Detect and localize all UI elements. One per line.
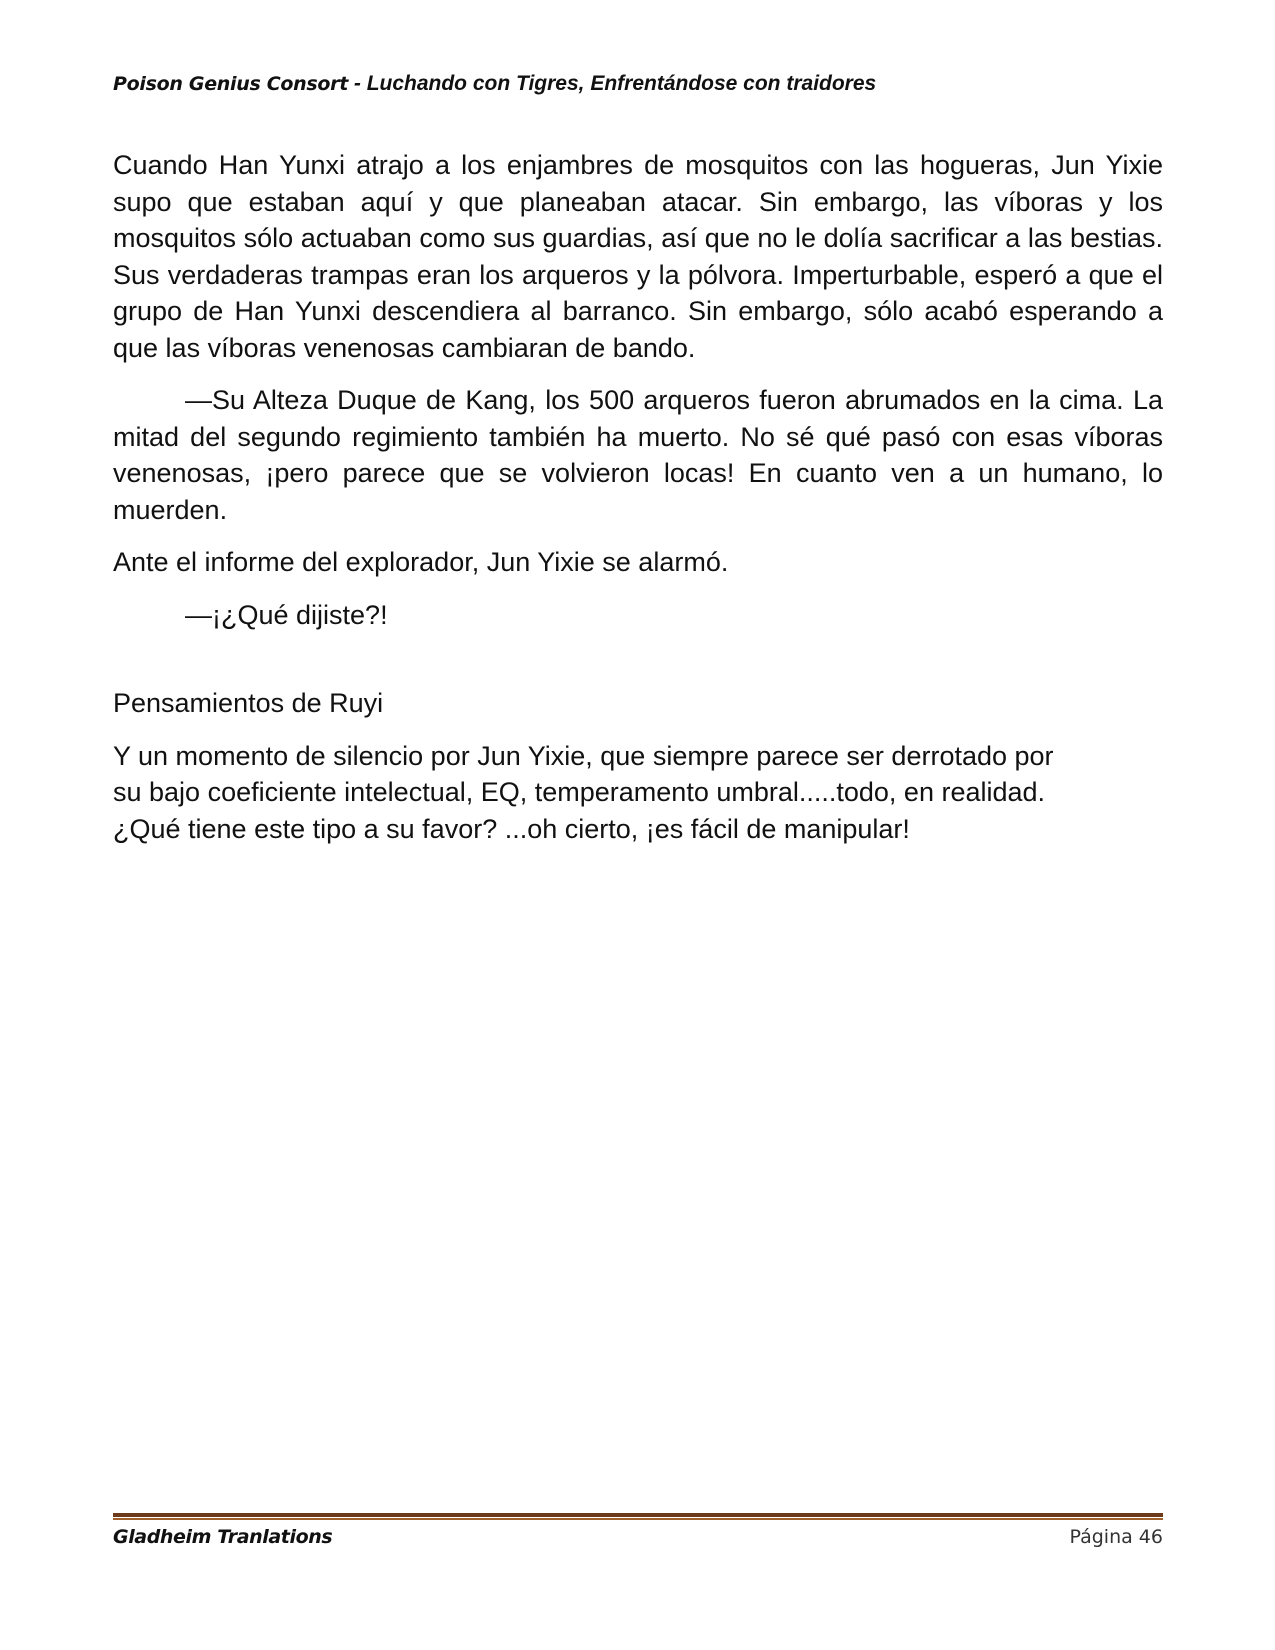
paragraph-reaction: Ante el informe del explorador, Jun Yixie se alarmó. (113, 547, 729, 577)
running-header (113, 72, 1163, 96)
page-body (113, 147, 1163, 863)
paragraph-dialogue-report: —Su Alteza Duque de Kang, los 500 arqueros fueron abrumados en la cima. La mitad del segundo regimiento también ha muerto. No sé qué pasó con esas víboras venenosas, ¡pero parece que se volvieron locas! En cuanto ven a un humano, lo muerden. (113, 385, 1163, 525)
section-spacer (113, 649, 1163, 685)
chapter-title: Luchando con Tigres, Enfrentándose con traidores (366, 72, 877, 95)
note-line: ¿Qué tiene este tipo a su favor? ...oh cierto, ¡es fácil de manipular! (113, 813, 910, 844)
note-line: Y un momento de silencio por Jun Yixie, que siempre parece ser derrotado por (113, 740, 1054, 771)
series-title: Poison Genius Consort (113, 73, 349, 95)
page-number: Página 46 (1069, 1526, 1163, 1548)
note-line: su bajo coeficiente intelectual, EQ, temperamento umbral.....todo, en realidad. (113, 777, 1046, 807)
footer-divider (113, 1513, 1163, 1520)
paragraph-narration: Cuando Han Yunxi atrajo a los enjambres de mosquitos con las hogueras, Jun Yixie supo que estaban aquí y que planeaban atacar. Sin embargo, las víboras y los mosquitos sólo actuaban como sus guardias, así que no le dolía sacrificar a las bestias. Sus verdaderas trampas eran los arqueros y la pólvora. Imperturbable, esperó a que el grupo de Han Yunxi descendiera al barranco. Sin embargo, sólo acabó esperando a que las víboras venenosas cambiaran de bando. (113, 150, 1163, 363)
footer-divider-thick (113, 1513, 1163, 1517)
note-title: Pensamientos de Ruyi (113, 688, 384, 718)
header-separator: - (348, 72, 367, 95)
footer-divider-thin (113, 1518, 1163, 1520)
paragraph-dialogue-question: —¡¿Qué dijiste?! (185, 599, 388, 630)
note-body (113, 738, 1163, 848)
footer-group-name: Gladheim Tranlations (113, 1526, 333, 1548)
